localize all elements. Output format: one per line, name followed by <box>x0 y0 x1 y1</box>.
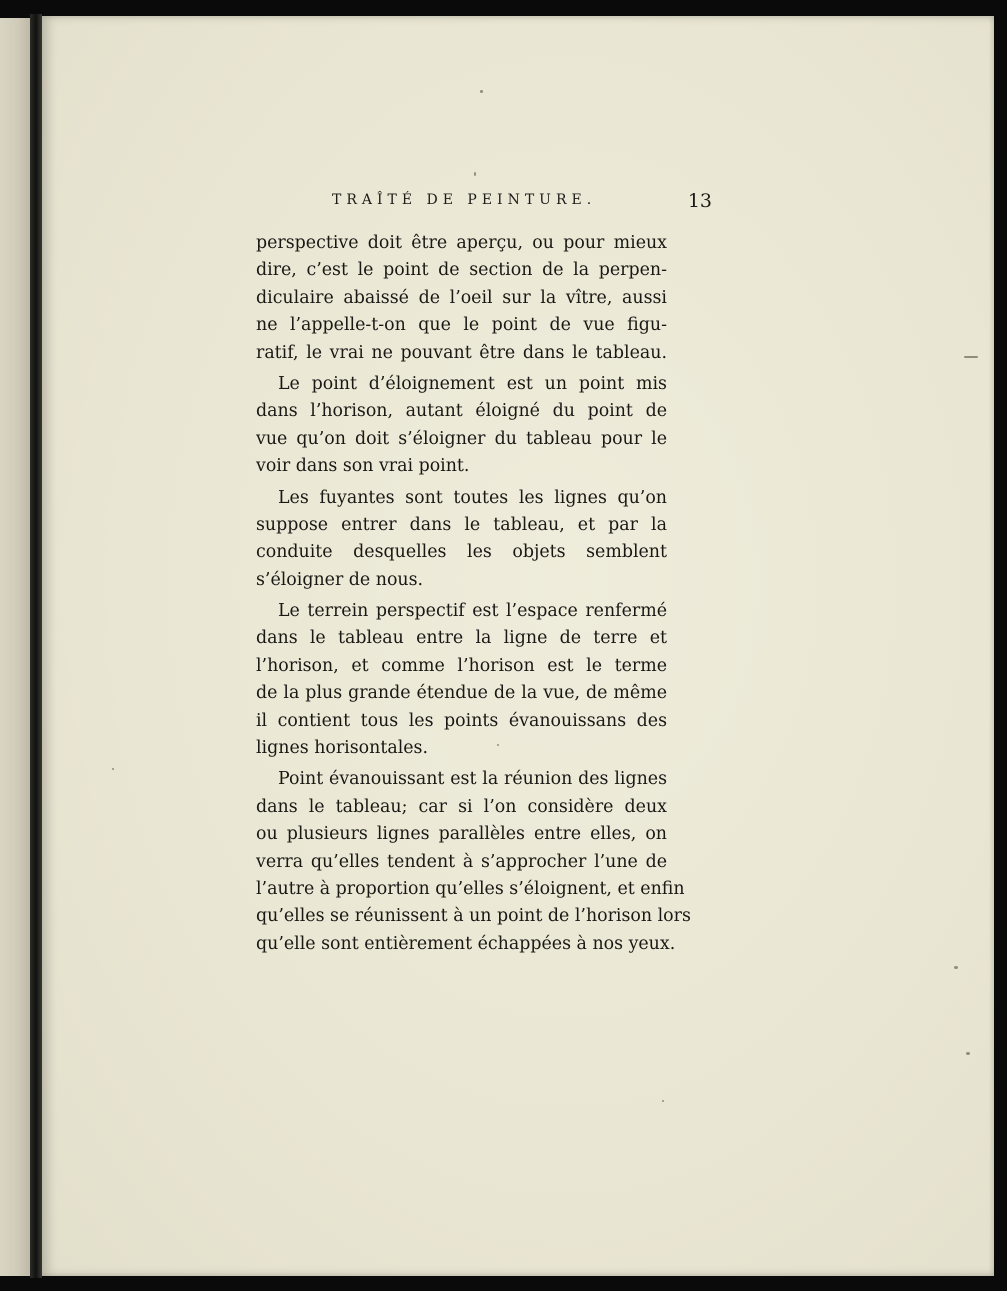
paper-speck <box>954 966 958 969</box>
text-line: ratif, le vrai ne pouvant être dans le tableau. <box>256 342 667 363</box>
paper-speck <box>112 768 114 770</box>
text-line: diculaire abaissé de l’oeil sur la vître, aussi <box>256 287 667 308</box>
text-line: verra qu’elles tendent à s’approcher l’une de <box>256 851 667 872</box>
text-line: s’éloigner de nous. <box>256 569 424 590</box>
body-text <box>256 230 691 962</box>
running-head-title: TRAÎTÉ DE PEINTURE. <box>332 192 597 208</box>
page-number: 13 <box>687 190 712 212</box>
text-line: lignes horisontales. <box>256 738 429 759</box>
text-line: perspective doit être aperçu, ou pour mieux <box>256 233 667 253</box>
text-line: Les fuyantes sont toutes les lignes qu’on <box>278 487 667 508</box>
paper-speck <box>966 1052 970 1055</box>
text-line: conduite desquelles les objets semblent <box>256 542 667 563</box>
text-line: Le terrein perspectif est l’espace renfermé <box>278 601 667 622</box>
text-line: suppose entrer dans le tableau, et par la <box>256 514 667 535</box>
text-line: ne l’appelle-t-on que le point de vue figu- <box>256 315 667 336</box>
text-line: l’horison, et comme l’horison est le terme <box>256 655 667 676</box>
paper-speck <box>480 90 483 93</box>
paper-speck <box>474 172 476 176</box>
text-line: dans le tableau; car si l’on considère deux <box>256 796 667 817</box>
paragraph <box>256 371 667 481</box>
paragraph <box>256 230 667 367</box>
running-head <box>332 192 712 222</box>
text-line: de la plus grande étendue de la vue, de même <box>256 683 667 704</box>
paragraph <box>256 598 667 762</box>
facing-page-edge <box>0 18 30 1276</box>
paragraph <box>256 766 691 958</box>
paper-speck <box>964 356 978 358</box>
book-gutter <box>30 14 42 1278</box>
text-line: dans l’horison, autant éloigné du point de <box>256 401 667 422</box>
text-line: Point évanouissant est la réunion des lignes <box>278 769 667 790</box>
text-line: dire, c’est le point de section de la perpen- <box>256 260 667 281</box>
paragraph <box>256 485 667 595</box>
paper-speck <box>662 1100 664 1102</box>
text-line: Le point d’éloignement est un point mis <box>278 373 667 394</box>
text-line: ou plusieurs lignes parallèles entre elles, on <box>256 824 667 845</box>
text-line: voir dans son vrai point. <box>256 456 470 477</box>
text-line: qu’elle sont entièrement échappées à nos yeux. <box>256 933 676 954</box>
text-line: l’autre à proportion qu’elles s’éloignent, et enfin <box>256 878 685 899</box>
text-line: vue qu’on doit s’éloigner du tableau pour le <box>256 428 667 449</box>
text-line: dans le tableau entre la ligne de terre et <box>256 628 667 649</box>
text-line: il contient tous les points évanouissans des <box>256 710 667 731</box>
text-line: qu’elles se réunissent à un point de l’horison lors <box>256 906 691 927</box>
